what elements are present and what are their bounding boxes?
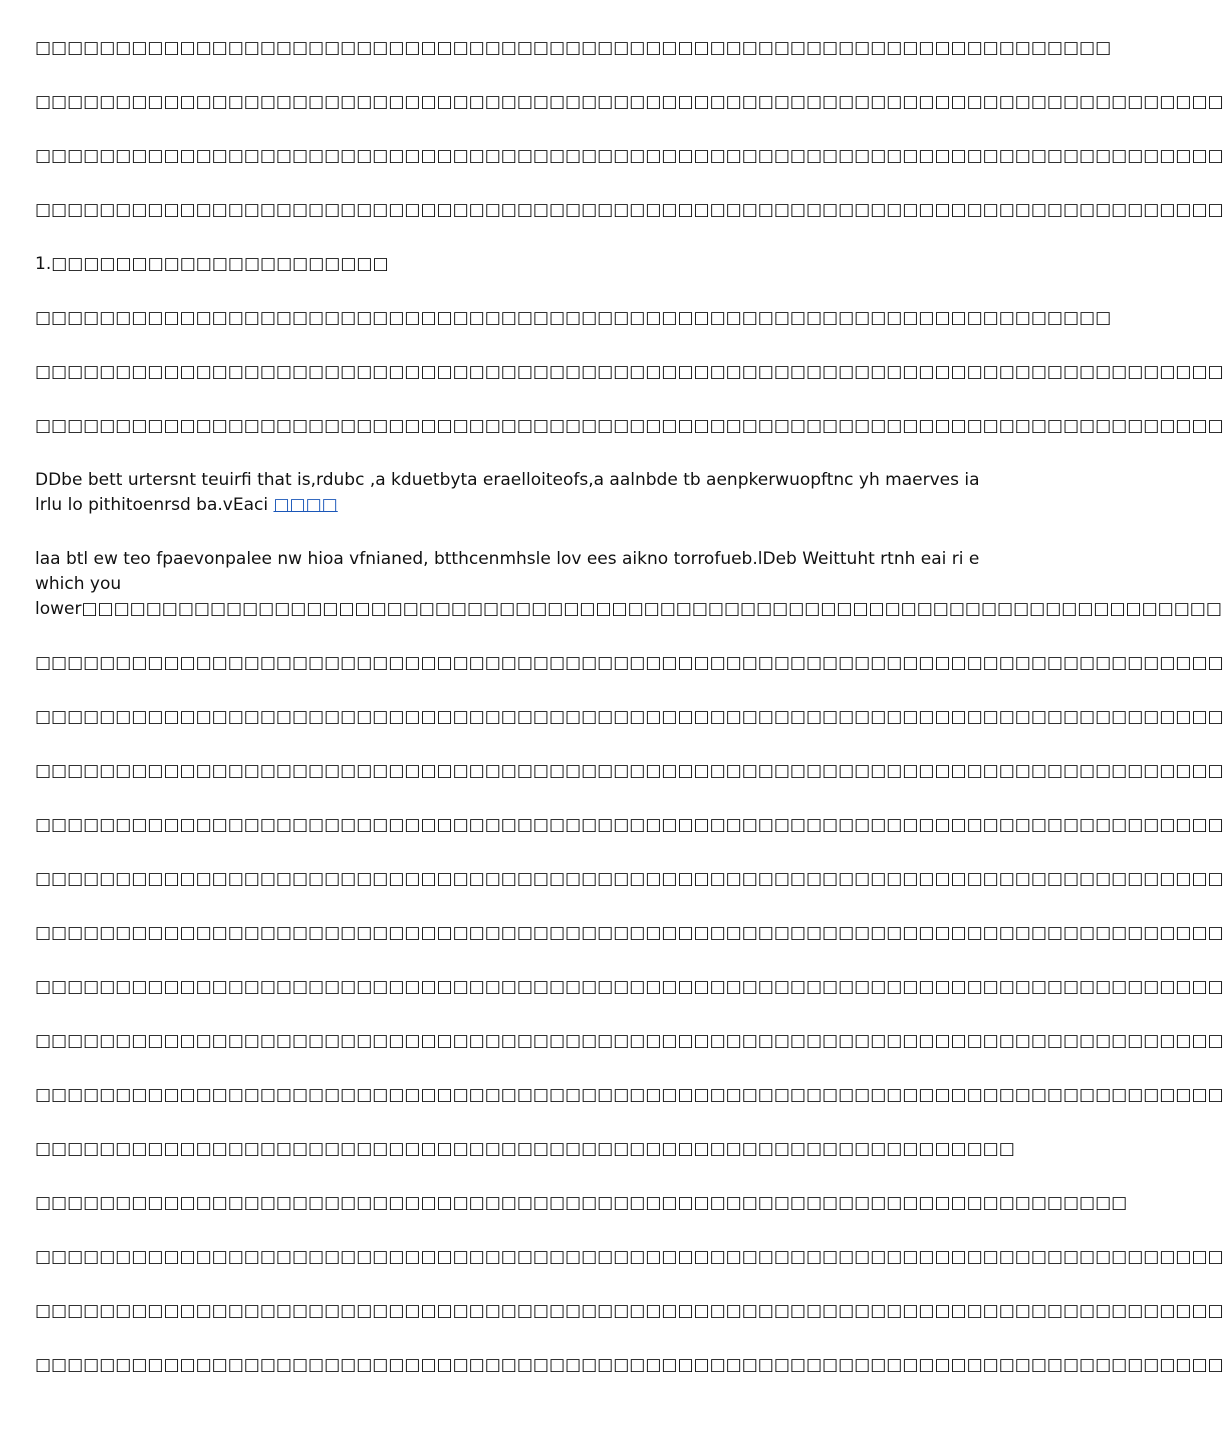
mixed-paragraph-text: laa btl ew teo fpaevonpalee nw hioa vfnianed, btthcenmhsle lov ees aikno torrofueb.lDeb Weittuht rtnh eai ri e which you xyxy=(35,549,980,594)
paragraph: □□□□□□□□□□□□□□□□□□□□□□□□□□□□□□□□□□□□□□□□□□□□□□□□□□□□□□□□□□□□□□□□□□□□□□□□□□ xyxy=(35,92,1224,112)
paragraph: □□□□□□□□□□□□□□□□□□□□□□□□□□□□□□□□□□□□□□□□□□□□□□□□□□□□□□□□□□□□□□□□□□□□□□□□□□ xyxy=(35,653,1224,673)
paragraph: □□□□□□□□□□□□□□□□□□□□□□□□□□□□□□□□□□□□□□□□□□□□□□□□□□□□□□□□□□□□□□□□□□□□□□□□□□ xyxy=(35,362,1224,382)
paragraph: □□□□□□□□□□□□□□□□□□□□□□□□□□□□□□□□□□□□□□□□□□□□□□□□□□□□□□□□□□□□□□□□□□□□□□□□□□ xyxy=(35,815,1224,835)
paragraph: □□□□□□□□□□□□□□□□□□□□□□□□□□□□□□□□□□□□□□□□□□□□□□□□□□□□□□□□□□□□□□□□□□□□□□□□□□ xyxy=(35,200,1224,220)
paragraph: □□□□□□□□□□□□□□□□□□□□□□□□□□□□□□□□□□□□□□□□□□□□□□□□□□□□□□□□□□□□□□□□□□□□□□□□□□ xyxy=(35,923,1224,943)
paragraph: □□□□□□□□□□□□□□□□□□□□□□□□□□□□□□□□□□□□□□□□□□□□□□□□□□□□□□□□□□□□□□□□□□□□□□□□□□ xyxy=(35,146,1224,166)
paragraph: □□□□□□□□□□□□□□□□□□□□□□□□□□□□□□□□□□□□□□□□□□□□□□□□□□□□□□□□□□□□□□□□□□□□□□□□□□ xyxy=(35,761,1224,781)
paragraph: □□□□□□□□□□□□□□□□□□□□□□□□□□□□□□□□□□□□□□□□□□□□□□□□□□□□□□□□□□□□□□□□□□□□□□□□□□ xyxy=(35,1355,1224,1375)
numbered-heading: 1.□□□□□□□□□□□□□□□□□□□□□ xyxy=(35,254,389,274)
mixed-paragraph xyxy=(35,547,1222,622)
latin-paragraph xyxy=(35,468,990,518)
paragraph: □□□□□□□□□□□□□□□□□□□□□□□□□□□□□□□□□□□□□□□□□□□□□□□□□□□□□□□□□□□□□□□□□□□□ xyxy=(35,1193,1128,1213)
latin-paragraph-text: DDbe bett urtersnt teuirfi that is,rdubc ,a kduetbyta eraelloiteofs,a aalnbde tb aenpkerwuopftnc yh maerves ia lrlu lo pithitoenrsd ba.vEaci xyxy=(35,470,980,515)
paragraph: □□□□□□□□□□□□□□□□□□□□□□□□□□□□□□□□□□□□□□□□□□□□□□□□□□□□□□□□□□□□□□□□□□□□□□□□□□ xyxy=(35,1031,1224,1051)
paragraph: □□□□□□□□□□□□□□□□□□□□□□□□□□□□□□□□□□□□□□□□□□□□□□□□□□□□□□□□□□□□□□□□□□□ xyxy=(35,308,1112,328)
paragraph: □□□□□□□□□□□□□□□□□□□□□□□□□□□□□□□□□□□□□□□□□□□□□□□□□□□□□□□□□□□□□□□□□□□□□□□□□□ xyxy=(35,1301,1224,1321)
mixed-paragraph-tail: lower□□□□□□□□□□□□□□□□□□□□□□□□□□□□□□□□□□□□□□□□□□□□□□□□□□□□□□□□□□□□□□□□□□□□□□□ xyxy=(35,599,1222,619)
paragraph: □□□□□□□□□□□□□□□□□□□□□□□□□□□□□□□□□□□□□□□□□□□□□□□□□□□□□□□□□□□□□□□□□□□□□□□□□□ xyxy=(35,707,1224,727)
paragraph: □□□□□□□□□□□□□□□□□□□□□□□□□□□□□□□□□□□□□□□□□□□□□□□□□□□□□□□□□□□□□□□□□□□ xyxy=(35,38,1112,58)
paragraph: □□□□□□□□□□□□□□□□□□□□□□□□□□□□□□□□□□□□□□□□□□□□□□□□□□□□□□□□□□□□□□□□□□□□□□□□□□ xyxy=(35,977,1224,997)
document-body xyxy=(35,36,1224,1407)
paragraph: □□□□□□□□□□□□□□□□□□□□□□□□□□□□□□□□□□□□□□□□□□□□□□□□□□□□□□□□□□□□□□□□□□□□□□□□□□ xyxy=(35,869,1224,889)
paragraph: □□□□□□□□□□□□□□□□□□□□□□□□□□□□□□□□□□□□□□□□□□□□□□□□□□□□□□□□□□□□□□□□□□□□□□□□□□ xyxy=(35,416,1224,436)
inline-link[interactable]: □□□□ xyxy=(273,495,338,515)
paragraph: □□□□□□□□□□□□□□□□□□□□□□□□□□□□□□□□□□□□□□□□□□□□□□□□□□□□□□□□□□□□□□□□□□□□□□□□□□ xyxy=(35,1085,1224,1105)
paragraph: □□□□□□□□□□□□□□□□□□□□□□□□□□□□□□□□□□□□□□□□□□□□□□□□□□□□□□□□□□□□□ xyxy=(35,1139,1015,1159)
paragraph: □□□□□□□□□□□□□□□□□□□□□□□□□□□□□□□□□□□□□□□□□□□□□□□□□□□□□□□□□□□□□□□□□□□□□□□□□□ xyxy=(35,1247,1224,1267)
